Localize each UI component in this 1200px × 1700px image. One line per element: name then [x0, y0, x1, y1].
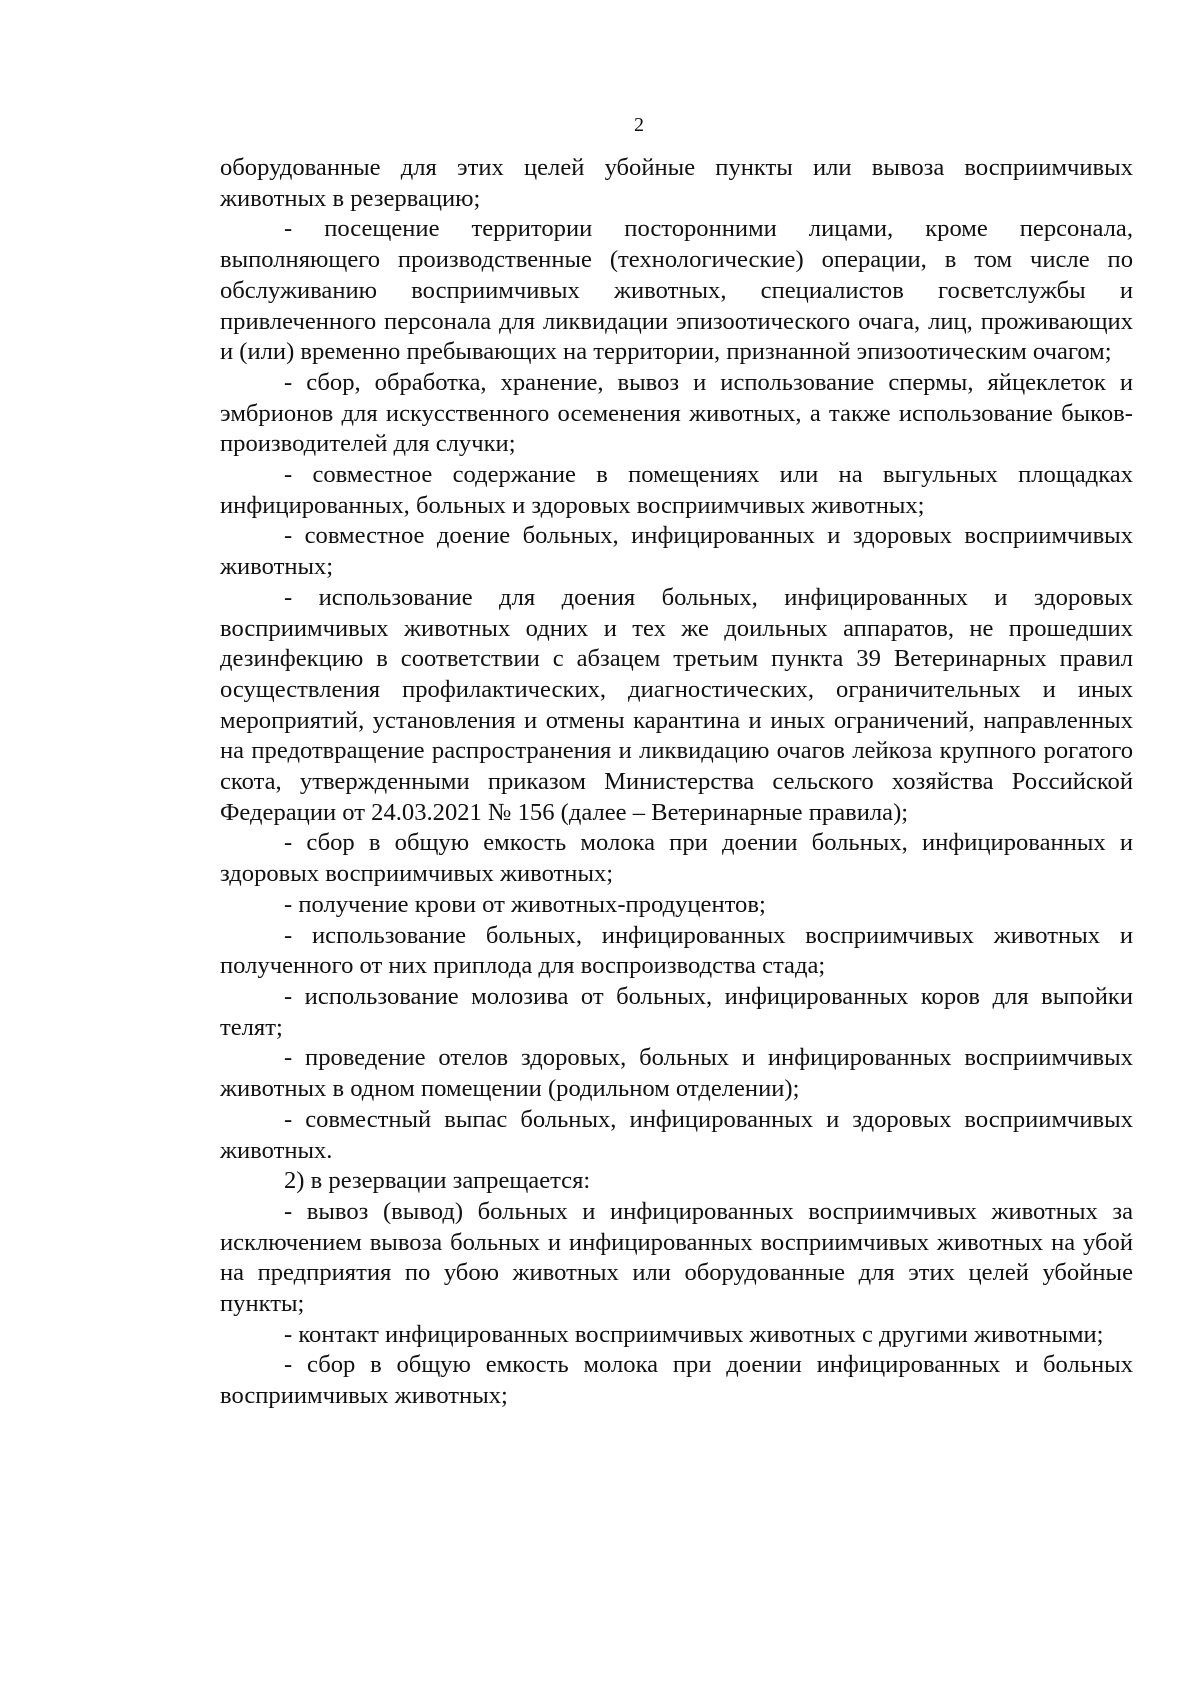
page-number: 2: [634, 114, 644, 136]
list-item-sperm-collection: - сбор, обработка, хранение, вывоз и использование спермы, яйцеклеток и эмбрионов для искусственного осеменения животных, а также использование быков-производителей для случки;: [220, 368, 1133, 458]
list-item-joint-milking: - совместное доение больных, инфицированных и здоровых восприимчивых животных;: [220, 522, 1133, 581]
section-reservation-heading: 2) в резервации запрещается:: [284, 1167, 591, 1195]
list-item-visitors: - посещение территории посторонними лицами, кроме персонала, выполняющего производственные (технологические) операции, в том числе по обслуживанию восприимчивых животных, специалистов госветслужбы и привлеченного персонала для ликвидации эпизоотического очага, лиц, проживающих и (или) временно пребывающих на территории, признанной эпизоотическим очагом;: [220, 215, 1133, 366]
list-item-milking-machines: - использование для доения больных, инфицированных и здоровых восприимчивых животных одних и тех же доильных аппаратов, не прошедших дезинфекцию в соответствии с абзацем третьим пункта 39 Ветеринарных правил осуществления профилактических, диагностических, ограничительных и иных мероприятий, установления и отмены карантина и иных ограничений, направленных на предотвращение распространения и ликвидацию очагов лейкоза крупного рогатого скота, утвержденными приказом Министерства сельского хозяйства Российской Федерации от 24.03.2021 № 156 (далее – Ветеринарные правила);: [220, 583, 1133, 826]
list-item-contact: - контакт инфицированных восприимчивых животных с другими животными;: [284, 1320, 1104, 1348]
list-item-colostrum: - использование молозива от больных, инфицированных коров для выпойки телят;: [220, 982, 1133, 1041]
list-item-joint-keeping: - совместное содержание в помещениях или на выгульных площадках инфицированных, больных и здоровых восприимчивых животных;: [220, 461, 1133, 519]
list-item-milk-common-tank: - сбор в общую емкость молока при доении больных, инфицированных и здоровых восприимчивых животных;: [220, 829, 1133, 888]
list-item-joint-grazing: - совместный выпас больных, инфицированных и здоровых восприимчивых животных.: [220, 1105, 1133, 1164]
list-item-milk-collection: - сбор в общую емкость молока при доении инфицированных и больных восприимчивых животных;: [220, 1351, 1133, 1410]
list-item-blood-collection: - получение крови от животных-продуцентов;: [284, 890, 766, 918]
list-item-removal: - вывоз (вывод) больных и инфицированных восприимчивых животных за исключением вывоза больных и инфицированных восприимчивых животных на убой на предприятия по убою животных или оборудованные для этих целей убойные пункты;: [220, 1197, 1133, 1318]
paragraph-continuation: оборудованные для этих целей убойные пункты или вывоза восприимчивых животных в резервацию;: [220, 154, 1133, 212]
list-item-reproduction: - использование больных, инфицированных восприимчивых животных и полученного от них приплода для воспроизводства стада;: [220, 921, 1133, 980]
list-item-calving: - проведение отелов здоровых, больных и инфицированных восприимчивых животных в одном помещении (родильном отделении);: [220, 1044, 1133, 1103]
document-body: [220, 153, 1133, 1412]
